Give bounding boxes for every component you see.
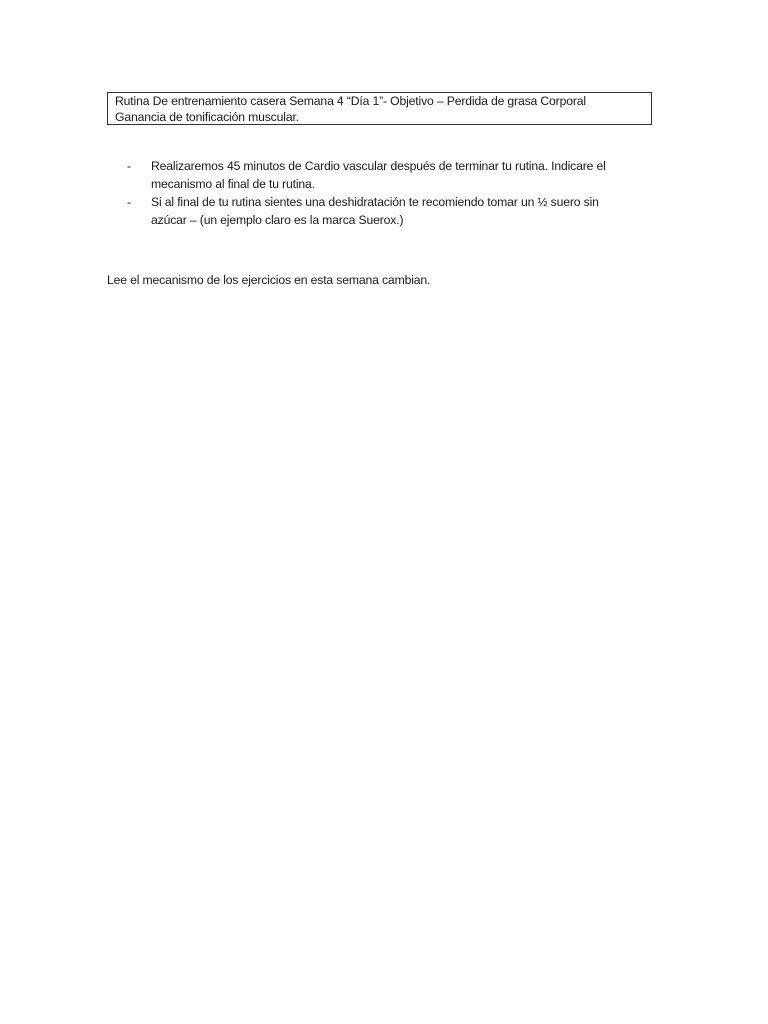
bullet-list xyxy=(127,157,657,229)
bullet-text xyxy=(151,157,657,193)
bullet-text xyxy=(151,193,657,229)
title-line-2: Ganancia de tonificación muscular. xyxy=(115,109,299,124)
bullet-line: mecanismo al final de tu rutina. xyxy=(151,177,315,191)
bullet-marker: - xyxy=(127,159,131,173)
note-paragraph: Lee el mecanismo de los ejercicios en esta semana cambian. xyxy=(107,273,431,287)
title-line-1: Rutina De entrenamiento casera Semana 4 “Día 1”- Objetivo – Perdida de grasa Corporal xyxy=(115,94,586,108)
bullet-line: Si al final de tu rutina sientes una deshidratación te recomiendo tomar un ½ suero sin xyxy=(151,195,599,209)
bullet-line: azúcar – (un ejemplo claro es la marca Suerox.) xyxy=(151,213,404,227)
bullet-line: Realizaremos 45 minutos de Cardio vascular después de terminar tu rutina. Indicare el xyxy=(151,159,606,173)
list-item xyxy=(127,193,657,229)
list-item xyxy=(127,157,657,193)
bullet-marker: - xyxy=(127,195,131,209)
title-box xyxy=(107,92,652,125)
